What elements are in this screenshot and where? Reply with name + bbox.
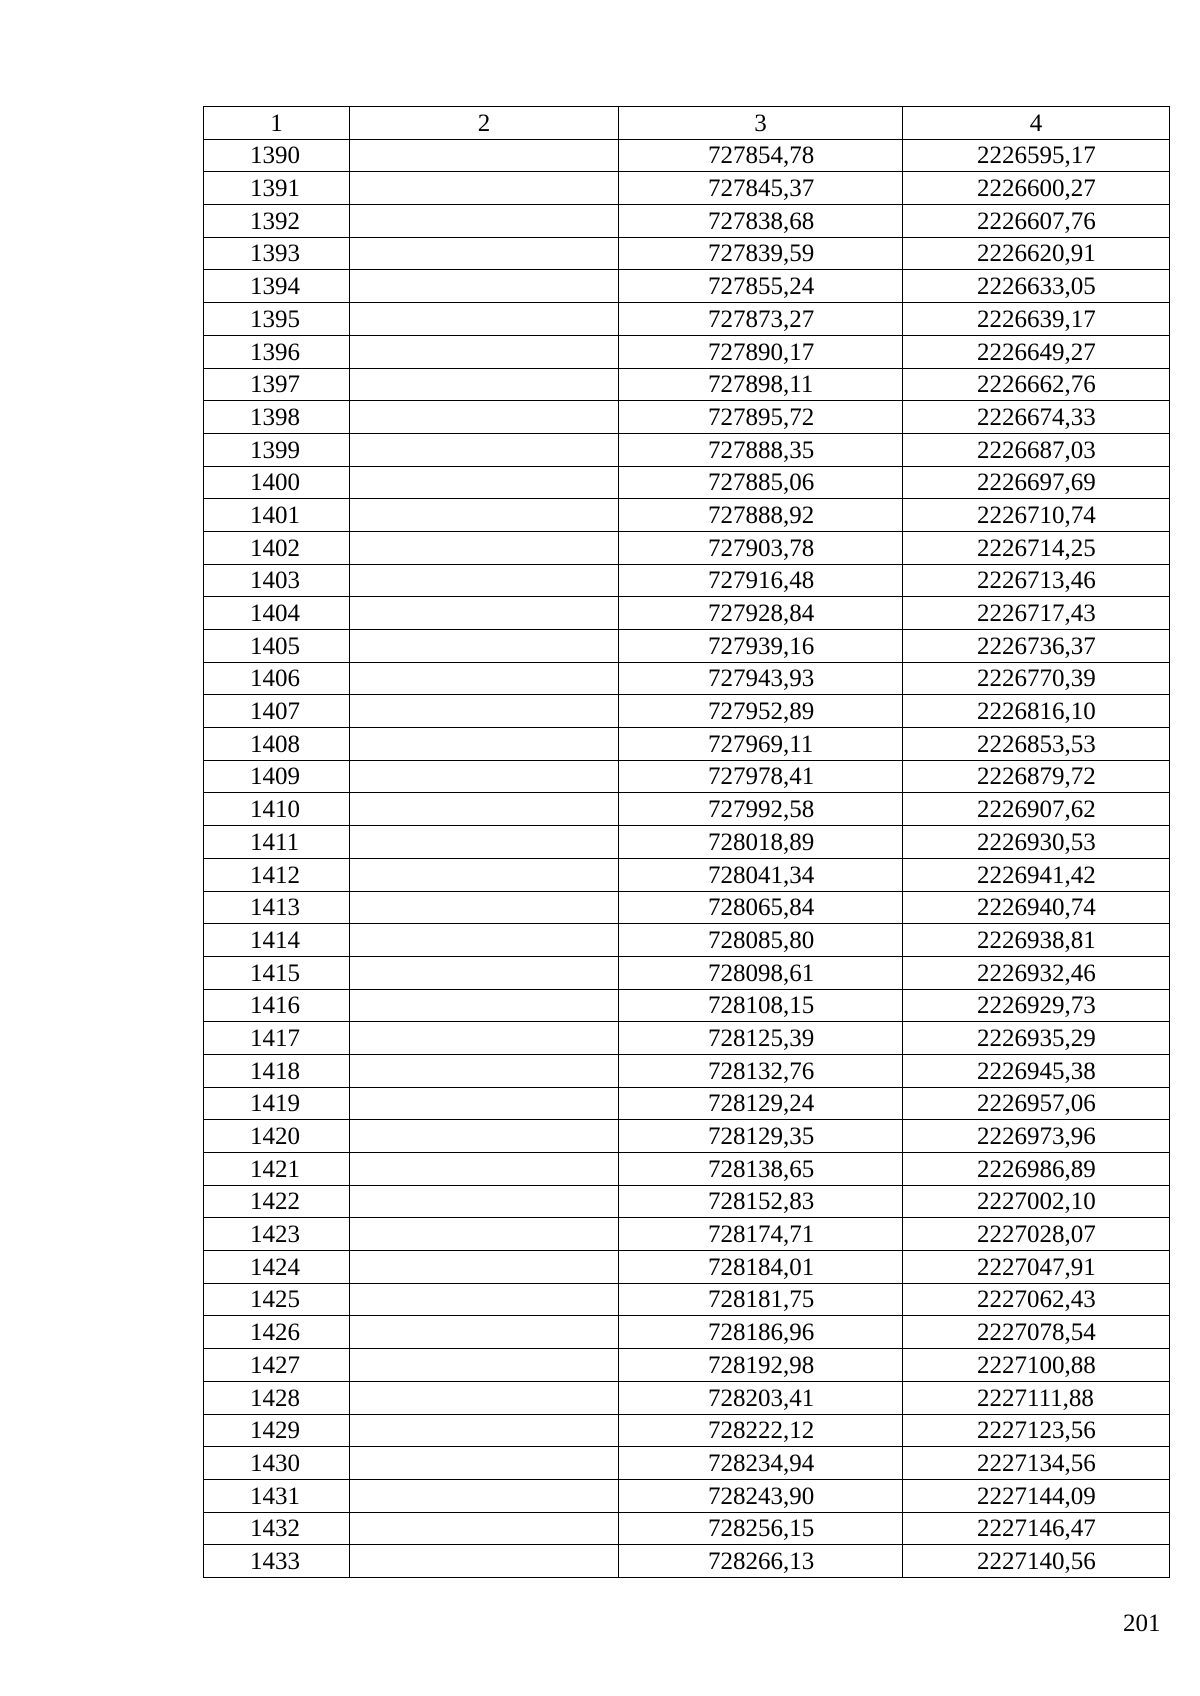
x-coordinate-cell: 728181,75 <box>619 1283 903 1316</box>
y-coordinate-cell: 2227100,88 <box>903 1349 1170 1382</box>
table-row <box>204 728 1170 761</box>
table-row <box>204 1414 1170 1447</box>
point-number-cell: 1403 <box>204 564 350 597</box>
point-number-cell: 1391 <box>204 172 350 205</box>
coordinates-table <box>203 106 1170 1578</box>
point-name-cell <box>350 1512 619 1545</box>
x-coordinate-cell: 728129,24 <box>619 1087 903 1120</box>
y-coordinate-cell: 2226697,69 <box>903 466 1170 499</box>
y-coordinate-cell: 2227140,56 <box>903 1545 1170 1578</box>
point-name-cell <box>350 1316 619 1349</box>
point-number-cell: 1430 <box>204 1447 350 1480</box>
y-coordinate-cell: 2226662,76 <box>903 368 1170 401</box>
x-coordinate-cell: 727969,11 <box>619 728 903 761</box>
point-number-cell: 1432 <box>204 1512 350 1545</box>
point-number-cell: 1431 <box>204 1479 350 1512</box>
point-name-cell <box>350 793 619 826</box>
x-coordinate-cell: 728186,96 <box>619 1316 903 1349</box>
y-coordinate-cell: 2226935,29 <box>903 1022 1170 1055</box>
y-coordinate-cell: 2226633,05 <box>903 270 1170 303</box>
x-coordinate-cell: 728138,65 <box>619 1153 903 1186</box>
point-number-cell: 1411 <box>204 826 350 859</box>
point-name-cell <box>350 662 619 695</box>
x-coordinate-cell: 727898,11 <box>619 368 903 401</box>
point-number-cell: 1406 <box>204 662 350 695</box>
x-coordinate-cell: 728132,76 <box>619 1054 903 1087</box>
x-coordinate-cell: 728018,89 <box>619 826 903 859</box>
x-coordinate-cell: 727916,48 <box>619 564 903 597</box>
y-coordinate-cell: 2226941,42 <box>903 858 1170 891</box>
point-name-cell <box>350 139 619 172</box>
point-number-cell: 1433 <box>204 1545 350 1578</box>
point-name-cell <box>350 760 619 793</box>
x-coordinate-cell: 728266,13 <box>619 1545 903 1578</box>
table-row <box>204 1283 1170 1316</box>
x-coordinate-cell: 727943,93 <box>619 662 903 695</box>
point-number-cell: 1398 <box>204 401 350 434</box>
y-coordinate-cell: 2227047,91 <box>903 1251 1170 1284</box>
table-row <box>204 956 1170 989</box>
point-number-cell: 1394 <box>204 270 350 303</box>
point-number-cell: 1419 <box>204 1087 350 1120</box>
point-name-cell <box>350 1054 619 1087</box>
point-number-cell: 1426 <box>204 1316 350 1349</box>
table-row <box>204 1447 1170 1480</box>
point-name-cell <box>350 1349 619 1382</box>
header-col-1: 1 <box>204 107 350 140</box>
point-name-cell <box>350 924 619 957</box>
x-coordinate-cell: 728129,35 <box>619 1120 903 1153</box>
table-row <box>204 1349 1170 1382</box>
point-number-cell: 1412 <box>204 858 350 891</box>
point-name-cell <box>350 1120 619 1153</box>
x-coordinate-cell: 728184,01 <box>619 1251 903 1284</box>
point-name-cell <box>350 891 619 924</box>
point-name-cell <box>350 826 619 859</box>
x-coordinate-cell: 727895,72 <box>619 401 903 434</box>
y-coordinate-cell: 2227111,88 <box>903 1381 1170 1414</box>
table-row <box>204 924 1170 957</box>
y-coordinate-cell: 2226973,96 <box>903 1120 1170 1153</box>
x-coordinate-cell: 727888,35 <box>619 433 903 466</box>
x-coordinate-cell: 727952,89 <box>619 695 903 728</box>
point-name-cell <box>350 303 619 336</box>
table-row <box>204 433 1170 466</box>
point-name-cell <box>350 1087 619 1120</box>
point-number-cell: 1402 <box>204 531 350 564</box>
y-coordinate-cell: 2226620,91 <box>903 237 1170 270</box>
table-row <box>204 760 1170 793</box>
y-coordinate-cell: 2226674,33 <box>903 401 1170 434</box>
x-coordinate-cell: 728174,71 <box>619 1218 903 1251</box>
point-name-cell <box>350 205 619 238</box>
table-row <box>204 1218 1170 1251</box>
table-row <box>204 597 1170 630</box>
point-number-cell: 1392 <box>204 205 350 238</box>
x-coordinate-cell: 727855,24 <box>619 270 903 303</box>
y-coordinate-cell: 2227062,43 <box>903 1283 1170 1316</box>
point-number-cell: 1425 <box>204 1283 350 1316</box>
point-number-cell: 1414 <box>204 924 350 957</box>
x-coordinate-cell: 728192,98 <box>619 1349 903 1382</box>
table-row <box>204 1022 1170 1055</box>
table-row <box>204 1381 1170 1414</box>
point-name-cell <box>350 695 619 728</box>
x-coordinate-cell: 727838,68 <box>619 205 903 238</box>
x-coordinate-cell: 728222,12 <box>619 1414 903 1447</box>
y-coordinate-cell: 2226713,46 <box>903 564 1170 597</box>
point-name-cell <box>350 728 619 761</box>
x-coordinate-cell: 728085,80 <box>619 924 903 957</box>
x-coordinate-cell: 727978,41 <box>619 760 903 793</box>
point-name-cell <box>350 1251 619 1284</box>
x-coordinate-cell: 727939,16 <box>619 630 903 663</box>
y-coordinate-cell: 2226945,38 <box>903 1054 1170 1087</box>
y-coordinate-cell: 2226816,10 <box>903 695 1170 728</box>
point-name-cell <box>350 858 619 891</box>
x-coordinate-cell: 727992,58 <box>619 793 903 826</box>
point-number-cell: 1415 <box>204 956 350 989</box>
point-name-cell <box>350 368 619 401</box>
x-coordinate-cell: 728065,84 <box>619 891 903 924</box>
table-row <box>204 270 1170 303</box>
point-number-cell: 1416 <box>204 989 350 1022</box>
y-coordinate-cell: 2226907,62 <box>903 793 1170 826</box>
table-row <box>204 1512 1170 1545</box>
y-coordinate-cell: 2227134,56 <box>903 1447 1170 1480</box>
point-number-cell: 1428 <box>204 1381 350 1414</box>
point-name-cell <box>350 1447 619 1480</box>
point-name-cell <box>350 401 619 434</box>
point-name-cell <box>350 237 619 270</box>
table-row <box>204 1479 1170 1512</box>
point-number-cell: 1408 <box>204 728 350 761</box>
x-coordinate-cell: 728152,83 <box>619 1185 903 1218</box>
table-row <box>204 368 1170 401</box>
point-number-cell: 1400 <box>204 466 350 499</box>
y-coordinate-cell: 2226957,06 <box>903 1087 1170 1120</box>
y-coordinate-cell: 2226940,74 <box>903 891 1170 924</box>
point-name-cell <box>350 172 619 205</box>
point-name-cell <box>350 564 619 597</box>
table-row <box>204 989 1170 1022</box>
y-coordinate-cell: 2226853,53 <box>903 728 1170 761</box>
x-coordinate-cell: 727890,17 <box>619 335 903 368</box>
y-coordinate-cell: 2226932,46 <box>903 956 1170 989</box>
x-coordinate-cell: 728256,15 <box>619 1512 903 1545</box>
y-coordinate-cell: 2226607,76 <box>903 205 1170 238</box>
table-row <box>204 466 1170 499</box>
y-coordinate-cell: 2226770,39 <box>903 662 1170 695</box>
y-coordinate-cell: 2226986,89 <box>903 1153 1170 1186</box>
x-coordinate-cell: 727903,78 <box>619 531 903 564</box>
y-coordinate-cell: 2226938,81 <box>903 924 1170 957</box>
y-coordinate-cell: 2226736,37 <box>903 630 1170 663</box>
point-name-cell <box>350 466 619 499</box>
point-name-cell <box>350 630 619 663</box>
table-row <box>204 401 1170 434</box>
point-number-cell: 1413 <box>204 891 350 924</box>
point-number-cell: 1405 <box>204 630 350 663</box>
table-row <box>204 1251 1170 1284</box>
point-number-cell: 1424 <box>204 1251 350 1284</box>
x-coordinate-cell: 728203,41 <box>619 1381 903 1414</box>
point-name-cell <box>350 499 619 532</box>
point-number-cell: 1417 <box>204 1022 350 1055</box>
y-coordinate-cell: 2226929,73 <box>903 989 1170 1022</box>
table-row <box>204 335 1170 368</box>
x-coordinate-cell: 727839,59 <box>619 237 903 270</box>
x-coordinate-cell: 728234,94 <box>619 1447 903 1480</box>
point-number-cell: 1409 <box>204 760 350 793</box>
y-coordinate-cell: 2226714,25 <box>903 531 1170 564</box>
point-number-cell: 1422 <box>204 1185 350 1218</box>
y-coordinate-cell: 2226595,17 <box>903 139 1170 172</box>
table-row <box>204 531 1170 564</box>
point-number-cell: 1407 <box>204 695 350 728</box>
y-coordinate-cell: 2227002,10 <box>903 1185 1170 1218</box>
x-coordinate-cell: 728125,39 <box>619 1022 903 1055</box>
table-body <box>204 139 1170 1577</box>
header-col-4: 4 <box>903 107 1170 140</box>
table-row <box>204 662 1170 695</box>
table-row <box>204 1185 1170 1218</box>
point-name-cell <box>350 1153 619 1186</box>
table-row <box>204 303 1170 336</box>
point-number-cell: 1401 <box>204 499 350 532</box>
point-name-cell <box>350 1545 619 1578</box>
table-row <box>204 1054 1170 1087</box>
y-coordinate-cell: 2227028,07 <box>903 1218 1170 1251</box>
point-name-cell <box>350 1218 619 1251</box>
table-row <box>204 793 1170 826</box>
table-row <box>204 1153 1170 1186</box>
table-row <box>204 172 1170 205</box>
point-name-cell <box>350 531 619 564</box>
table-row <box>204 695 1170 728</box>
x-coordinate-cell: 728243,90 <box>619 1479 903 1512</box>
point-number-cell: 1429 <box>204 1414 350 1447</box>
header-col-2: 2 <box>350 107 619 140</box>
table-row <box>204 891 1170 924</box>
point-name-cell <box>350 989 619 1022</box>
point-number-cell: 1396 <box>204 335 350 368</box>
table-row <box>204 237 1170 270</box>
x-coordinate-cell: 727854,78 <box>619 139 903 172</box>
point-name-cell <box>350 1022 619 1055</box>
point-number-cell: 1421 <box>204 1153 350 1186</box>
x-coordinate-cell: 728108,15 <box>619 989 903 1022</box>
x-coordinate-cell: 728098,61 <box>619 956 903 989</box>
y-coordinate-cell: 2227078,54 <box>903 1316 1170 1349</box>
point-name-cell <box>350 1381 619 1414</box>
table-row <box>204 205 1170 238</box>
point-name-cell <box>350 597 619 630</box>
table-row <box>204 564 1170 597</box>
point-number-cell: 1404 <box>204 597 350 630</box>
point-name-cell <box>350 335 619 368</box>
point-number-cell: 1390 <box>204 139 350 172</box>
x-coordinate-cell: 727928,84 <box>619 597 903 630</box>
point-number-cell: 1393 <box>204 237 350 270</box>
y-coordinate-cell: 2226930,53 <box>903 826 1170 859</box>
y-coordinate-cell: 2227144,09 <box>903 1479 1170 1512</box>
point-number-cell: 1399 <box>204 433 350 466</box>
table-row <box>204 1316 1170 1349</box>
point-name-cell <box>350 270 619 303</box>
y-coordinate-cell: 2226717,43 <box>903 597 1170 630</box>
table-row <box>204 858 1170 891</box>
table-row <box>204 1545 1170 1578</box>
y-coordinate-cell: 2226649,27 <box>903 335 1170 368</box>
point-name-cell <box>350 1185 619 1218</box>
header-col-3: 3 <box>619 107 903 140</box>
table-row <box>204 1087 1170 1120</box>
table-row <box>204 630 1170 663</box>
point-number-cell: 1427 <box>204 1349 350 1382</box>
x-coordinate-cell: 727845,37 <box>619 172 903 205</box>
point-name-cell <box>350 956 619 989</box>
y-coordinate-cell: 2226639,17 <box>903 303 1170 336</box>
page-number: 201 <box>1123 1610 1161 1637</box>
point-number-cell: 1418 <box>204 1054 350 1087</box>
point-name-cell <box>350 1479 619 1512</box>
y-coordinate-cell: 2226879,72 <box>903 760 1170 793</box>
point-number-cell: 1395 <box>204 303 350 336</box>
x-coordinate-cell: 728041,34 <box>619 858 903 891</box>
point-number-cell: 1423 <box>204 1218 350 1251</box>
y-coordinate-cell: 2226687,03 <box>903 433 1170 466</box>
y-coordinate-cell: 2227123,56 <box>903 1414 1170 1447</box>
point-name-cell <box>350 433 619 466</box>
table-row <box>204 826 1170 859</box>
x-coordinate-cell: 727888,92 <box>619 499 903 532</box>
table-row <box>204 1120 1170 1153</box>
point-number-cell: 1410 <box>204 793 350 826</box>
point-number-cell: 1420 <box>204 1120 350 1153</box>
table-row <box>204 139 1170 172</box>
y-coordinate-cell: 2227146,47 <box>903 1512 1170 1545</box>
y-coordinate-cell: 2226600,27 <box>903 172 1170 205</box>
point-name-cell <box>350 1283 619 1316</box>
y-coordinate-cell: 2226710,74 <box>903 499 1170 532</box>
point-name-cell <box>350 1414 619 1447</box>
table-row <box>204 499 1170 532</box>
header-row <box>204 107 1170 140</box>
x-coordinate-cell: 727885,06 <box>619 466 903 499</box>
x-coordinate-cell: 727873,27 <box>619 303 903 336</box>
point-number-cell: 1397 <box>204 368 350 401</box>
